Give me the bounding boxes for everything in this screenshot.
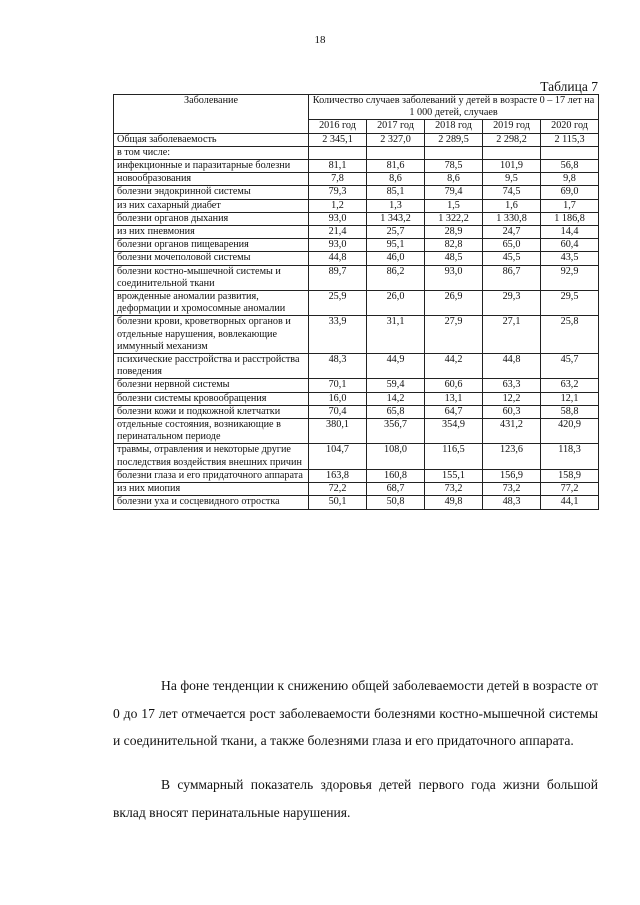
value-cell: 2 115,3 xyxy=(541,133,599,146)
value-cell: 1 330,8 xyxy=(483,212,541,225)
value-cell: 1 186,8 xyxy=(541,212,599,225)
value-cell: 104,7 xyxy=(309,444,367,469)
disease-cell: болезни глаза и его придаточного аппарата xyxy=(114,469,309,482)
disease-cell: болезни уха и сосцевидного отростка xyxy=(114,496,309,509)
year-header: 2020 год xyxy=(541,120,599,133)
table-row xyxy=(114,239,599,252)
disease-cell: болезни системы кровообращения xyxy=(114,392,309,405)
value-cell: 44,1 xyxy=(541,496,599,509)
value-cell: 7,8 xyxy=(309,173,367,186)
disease-cell: из них сахарный диабет xyxy=(114,199,309,212)
value-cell: 70,1 xyxy=(309,379,367,392)
value-cell xyxy=(367,146,425,159)
value-cell: 2 327,0 xyxy=(367,133,425,146)
paragraph-1-text: На фоне тенденции к снижению общей заболеваемости детей в возрасте от 0 до 17 лет отмечается рост заболеваемости болезнями костно-мышечной системы и соединительной ткани, а также болезнями глаза и его придаточного аппарата. xyxy=(113,678,598,748)
value-cell: 33,9 xyxy=(309,316,367,354)
header-disease: Заболевание xyxy=(114,95,309,134)
value-cell: 25,7 xyxy=(367,226,425,239)
value-cell: 2 345,1 xyxy=(309,133,367,146)
disease-cell: врожденные аномалии развития, деформации и хромосомные аномалии xyxy=(114,291,309,316)
value-cell: 2 289,5 xyxy=(425,133,483,146)
paragraph-2 xyxy=(113,771,598,826)
value-cell: 1 322,2 xyxy=(425,212,483,225)
disease-cell: болезни кожи и подкожной клетчатки xyxy=(114,405,309,418)
value-cell: 72,2 xyxy=(309,483,367,496)
disease-cell: травмы, отравления и некоторые другие последствия воздействия внешних причин xyxy=(114,444,309,469)
value-cell: 58,8 xyxy=(541,405,599,418)
value-cell: 9,5 xyxy=(483,173,541,186)
value-cell: 43,5 xyxy=(541,252,599,265)
disease-cell: болезни нервной системы xyxy=(114,379,309,392)
value-cell: 14,2 xyxy=(367,392,425,405)
table-row xyxy=(114,392,599,405)
value-cell: 92,9 xyxy=(541,265,599,290)
value-cell: 155,1 xyxy=(425,469,483,482)
value-cell: 27,9 xyxy=(425,316,483,354)
value-cell: 70,4 xyxy=(309,405,367,418)
value-cell: 60,4 xyxy=(541,239,599,252)
value-cell: 44,8 xyxy=(309,252,367,265)
value-cell: 48,3 xyxy=(309,354,367,379)
value-cell: 1,2 xyxy=(309,199,367,212)
value-cell: 81,6 xyxy=(367,160,425,173)
value-cell: 29,3 xyxy=(483,291,541,316)
disease-cell: болезни мочеполовой системы xyxy=(114,252,309,265)
value-cell: 158,9 xyxy=(541,469,599,482)
year-header: 2019 год xyxy=(483,120,541,133)
table-row xyxy=(114,199,599,212)
value-cell: 108,0 xyxy=(367,444,425,469)
value-cell: 28,9 xyxy=(425,226,483,239)
value-cell: 79,3 xyxy=(309,186,367,199)
value-cell: 1 343,2 xyxy=(367,212,425,225)
table-row xyxy=(114,316,599,354)
value-cell: 9,8 xyxy=(541,173,599,186)
value-cell: 59,4 xyxy=(367,379,425,392)
table-row xyxy=(114,419,599,444)
value-cell: 24,7 xyxy=(483,226,541,239)
paragraph-1 xyxy=(113,672,598,755)
value-cell: 45,7 xyxy=(541,354,599,379)
value-cell xyxy=(309,146,367,159)
value-cell xyxy=(483,146,541,159)
value-cell: 156,9 xyxy=(483,469,541,482)
value-cell: 93,0 xyxy=(425,265,483,290)
value-cell: 46,0 xyxy=(367,252,425,265)
value-cell: 63,2 xyxy=(541,379,599,392)
disease-cell: в том числе: xyxy=(114,146,309,159)
value-cell: 64,7 xyxy=(425,405,483,418)
value-cell: 77,2 xyxy=(541,483,599,496)
value-cell: 31,1 xyxy=(367,316,425,354)
value-cell: 116,5 xyxy=(425,444,483,469)
table-row xyxy=(114,252,599,265)
paragraph-2-text: В суммарный показатель здоровья детей первого года жизни большой вклад вносят перинатальные нарушения. xyxy=(113,777,598,820)
value-cell: 93,0 xyxy=(309,239,367,252)
value-cell: 21,4 xyxy=(309,226,367,239)
value-cell: 431,2 xyxy=(483,419,541,444)
value-cell: 1,6 xyxy=(483,199,541,212)
disease-cell: из них пневмония xyxy=(114,226,309,239)
disease-cell: новообразования xyxy=(114,173,309,186)
value-cell: 12,1 xyxy=(541,392,599,405)
value-cell: 8,6 xyxy=(367,173,425,186)
table-row xyxy=(114,146,599,159)
disease-cell: психические расстройства и расстройства поведения xyxy=(114,354,309,379)
value-cell: 25,8 xyxy=(541,316,599,354)
value-cell: 27,1 xyxy=(483,316,541,354)
value-cell: 82,8 xyxy=(425,239,483,252)
table-row xyxy=(114,291,599,316)
value-cell: 48,3 xyxy=(483,496,541,509)
value-cell: 1,7 xyxy=(541,199,599,212)
value-cell: 12,2 xyxy=(483,392,541,405)
disease-cell: отдельные состояния, возникающие в перинатальном периоде xyxy=(114,419,309,444)
table-row xyxy=(114,133,599,146)
value-cell: 81,1 xyxy=(309,160,367,173)
disease-cell: инфекционные и паразитарные болезни xyxy=(114,160,309,173)
value-cell: 29,5 xyxy=(541,291,599,316)
table-row xyxy=(114,186,599,199)
value-cell: 160,8 xyxy=(367,469,425,482)
table-caption: Таблица 7 xyxy=(540,79,598,94)
value-cell: 380,1 xyxy=(309,419,367,444)
value-cell: 49,8 xyxy=(425,496,483,509)
value-cell: 26,0 xyxy=(367,291,425,316)
value-cell: 86,7 xyxy=(483,265,541,290)
value-cell: 89,7 xyxy=(309,265,367,290)
value-cell: 95,1 xyxy=(367,239,425,252)
value-cell: 48,5 xyxy=(425,252,483,265)
value-cell: 123,6 xyxy=(483,444,541,469)
disease-cell: болезни органов пищеварения xyxy=(114,239,309,252)
value-cell: 26,9 xyxy=(425,291,483,316)
value-cell: 50,1 xyxy=(309,496,367,509)
year-header: 2016 год xyxy=(309,120,367,133)
value-cell: 73,2 xyxy=(425,483,483,496)
table-row xyxy=(114,173,599,186)
table-row xyxy=(114,496,599,509)
value-cell: 118,3 xyxy=(541,444,599,469)
value-cell: 101,9 xyxy=(483,160,541,173)
table-row xyxy=(114,265,599,290)
value-cell: 2 298,2 xyxy=(483,133,541,146)
value-cell: 356,7 xyxy=(367,419,425,444)
value-cell: 69,0 xyxy=(541,186,599,199)
value-cell: 420,9 xyxy=(541,419,599,444)
value-cell: 93,0 xyxy=(309,212,367,225)
table-row xyxy=(114,405,599,418)
value-cell: 60,6 xyxy=(425,379,483,392)
value-cell: 14,4 xyxy=(541,226,599,239)
disease-cell: болезни костно-мышечной системы и соединительной ткани xyxy=(114,265,309,290)
header-group: Количество случаев заболеваний у детей в возрасте 0 – 17 лет на 1 000 детей, случаев xyxy=(309,95,599,120)
value-cell: 56,8 xyxy=(541,160,599,173)
value-cell: 354,9 xyxy=(425,419,483,444)
value-cell: 65,0 xyxy=(483,239,541,252)
value-cell: 63,3 xyxy=(483,379,541,392)
value-cell: 44,2 xyxy=(425,354,483,379)
disease-cell: болезни эндокринной системы xyxy=(114,186,309,199)
table-body xyxy=(114,133,599,509)
value-cell: 44,9 xyxy=(367,354,425,379)
value-cell: 78,5 xyxy=(425,160,483,173)
value-cell xyxy=(425,146,483,159)
value-cell: 73,2 xyxy=(483,483,541,496)
value-cell: 86,2 xyxy=(367,265,425,290)
morbidity-table xyxy=(113,94,599,510)
value-cell: 65,8 xyxy=(367,405,425,418)
value-cell: 79,4 xyxy=(425,186,483,199)
page-number: 18 xyxy=(314,34,326,46)
disease-cell: Общая заболеваемость xyxy=(114,133,309,146)
value-cell: 163,8 xyxy=(309,469,367,482)
value-cell: 60,3 xyxy=(483,405,541,418)
value-cell: 1,3 xyxy=(367,199,425,212)
value-cell: 85,1 xyxy=(367,186,425,199)
year-header: 2017 год xyxy=(367,120,425,133)
disease-cell: болезни крови, кроветворных органов и отдельные нарушения, вовлекающие иммунный механизм xyxy=(114,316,309,354)
table-row xyxy=(114,379,599,392)
value-cell: 25,9 xyxy=(309,291,367,316)
year-header: 2018 год xyxy=(425,120,483,133)
value-cell: 16,0 xyxy=(309,392,367,405)
value-cell: 74,5 xyxy=(483,186,541,199)
value-cell: 45,5 xyxy=(483,252,541,265)
value-cell: 50,8 xyxy=(367,496,425,509)
table-row xyxy=(114,444,599,469)
table-row xyxy=(114,212,599,225)
value-cell xyxy=(541,146,599,159)
table-row xyxy=(114,226,599,239)
value-cell: 1,5 xyxy=(425,199,483,212)
table-row xyxy=(114,483,599,496)
disease-cell: болезни органов дыхания xyxy=(114,212,309,225)
value-cell: 44,8 xyxy=(483,354,541,379)
table-row xyxy=(114,469,599,482)
disease-cell: из них миопия xyxy=(114,483,309,496)
table-row xyxy=(114,160,599,173)
table-row xyxy=(114,354,599,379)
value-cell: 13,1 xyxy=(425,392,483,405)
value-cell: 68,7 xyxy=(367,483,425,496)
value-cell: 8,6 xyxy=(425,173,483,186)
